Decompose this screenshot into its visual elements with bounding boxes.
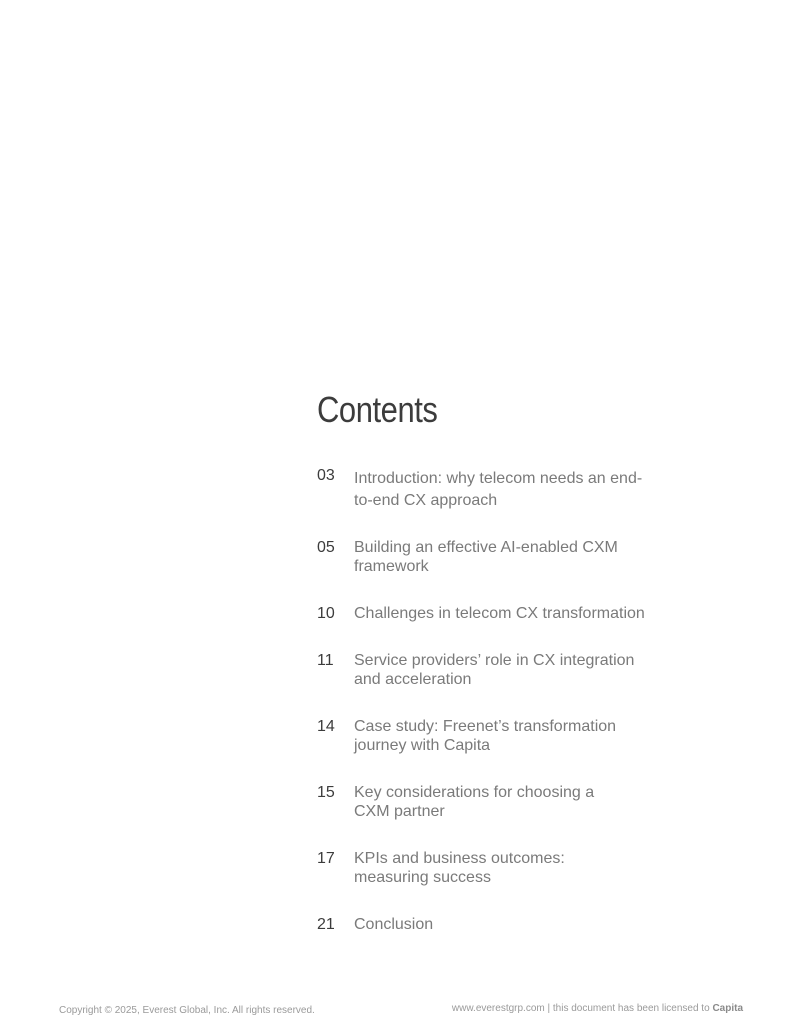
toc-title: Key considerations for choosing a CXM partner: [354, 784, 595, 820]
toc-title: Challenges in telecom CX transformation: [354, 605, 645, 622]
toc-page-number: 05: [317, 539, 335, 556]
toc-title: Introduction: why telecom needs an end-to-end CX approach: [354, 470, 643, 509]
license-text: www.everestgrp.com | this document has been licensed to: [451, 1003, 713, 1014]
copyright-notice: Copyright © 2025, Everest Global, Inc. All rights reserved.: [59, 1005, 315, 1016]
page-title: Contents: [317, 389, 438, 430]
toc-page-number: 10: [317, 605, 335, 622]
toc-page-number: 11: [317, 652, 334, 669]
toc-title: Building an effective AI-enabled CXM framework: [354, 539, 618, 575]
toc-page-number: 21: [317, 916, 335, 933]
toc-title: Conclusion: [354, 916, 434, 933]
toc-title: Case study: Freenet’s transformation journey with Capita: [354, 718, 617, 754]
license-notice: [452, 1003, 743, 1015]
toc-page-number: 17: [317, 850, 335, 867]
toc-page-number: 03: [317, 467, 335, 484]
toc-page-number: 15: [317, 784, 335, 801]
licensee-name: Capita: [712, 1003, 743, 1014]
toc-title: KPIs and business outcomes: measuring success: [354, 850, 565, 886]
toc-page-number: 14: [317, 718, 335, 735]
toc-title: Service providers’ role in CX integration and acceleration: [354, 652, 635, 688]
